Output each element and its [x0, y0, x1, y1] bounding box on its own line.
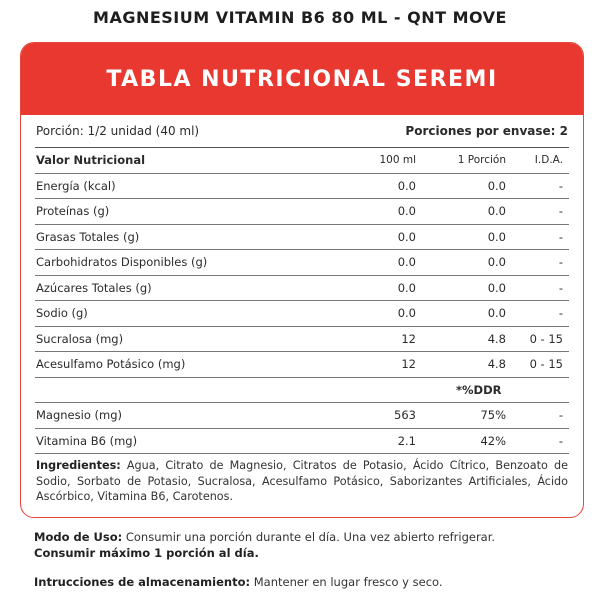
table-row	[35, 174, 569, 200]
value-portion: 0.0	[487, 204, 506, 219]
usage-section	[34, 529, 574, 561]
ingredients-label: Ingredientes:	[36, 459, 121, 472]
value-100ml: 563	[394, 408, 416, 423]
value-ddr: 42%	[480, 433, 506, 448]
nutrient-name: Grasas Totales (g)	[36, 229, 140, 244]
usage-text: Consumir una porción durante el día. Una vez abierto refrigerar.	[122, 530, 496, 544]
portion-text: Porción: 1/2 unidad (40 ml)	[36, 124, 200, 138]
value-100ml: 0.0	[397, 204, 416, 219]
value-portion: 0.0	[487, 229, 506, 244]
value-ida: -	[558, 204, 563, 219]
value-ida: 0 - 15	[529, 357, 563, 372]
value-100ml: 0.0	[397, 229, 416, 244]
nutrient-name: Carbohidratos Disponibles (g)	[36, 255, 208, 270]
value-ida: -	[558, 306, 563, 321]
nutrient-name: Magnesio (mg)	[36, 408, 122, 423]
value-ida: -	[558, 408, 563, 423]
ingredients-text	[21, 454, 583, 505]
nutrition-table	[21, 115, 583, 454]
value-ida: -	[558, 255, 563, 270]
value-100ml: 2.1	[397, 433, 416, 448]
value-100ml: 12	[401, 357, 416, 372]
value-100ml: 0.0	[397, 255, 416, 270]
value-ida: -	[558, 178, 563, 193]
ddr-header-row	[35, 378, 569, 404]
table-row	[35, 199, 569, 225]
storage-section	[34, 575, 574, 589]
table-row	[35, 225, 569, 251]
table-row	[35, 327, 569, 353]
value-portion: 4.8	[487, 357, 506, 372]
value-100ml: 0.0	[397, 178, 416, 193]
usage-label: Modo de Uso:	[34, 530, 123, 544]
value-ida: -	[558, 433, 563, 448]
value-100ml: 0.0	[397, 280, 416, 295]
ddr-label: *%DDR	[456, 382, 502, 397]
header-portion: 1 Porción	[457, 154, 506, 167]
value-portion: 0.0	[487, 280, 506, 295]
value-portion: 0.0	[487, 178, 506, 193]
nutrient-name: Acesulfamo Potásico (mg)	[36, 357, 186, 372]
table-row	[35, 403, 569, 429]
table-row	[35, 250, 569, 276]
nutrient-name: Energía (kcal)	[36, 178, 116, 193]
header-100ml: 100 ml	[379, 154, 416, 167]
per-package-text: Porciones por envase: 2	[405, 124, 568, 138]
value-portion: 4.8	[487, 331, 506, 346]
card-title: TABLA NUTRICIONAL SEREMI	[21, 43, 583, 115]
value-ddr: 75%	[480, 408, 506, 423]
page-title: MAGNESIUM VITAMIN B6 80 ML - QNT MOVE	[93, 8, 507, 27]
table-row	[35, 352, 569, 378]
nutrient-name: Sucralosa (mg)	[36, 331, 124, 346]
nutrient-name: Azúcares Totales (g)	[36, 280, 152, 295]
header-ida: I.D.A.	[534, 154, 563, 167]
nutrient-name: Sodio (g)	[36, 306, 88, 321]
nutrient-name: Vitamina B6 (mg)	[36, 433, 138, 448]
table-row	[35, 301, 569, 327]
serving-row	[35, 115, 569, 148]
table-row	[35, 429, 569, 455]
storage-label: Intrucciones de almacenamiento:	[34, 575, 251, 589]
value-ida: -	[558, 229, 563, 244]
header-name: Valor Nutricional	[36, 153, 146, 168]
table-header-row	[35, 148, 569, 174]
value-100ml: 0.0	[397, 306, 416, 321]
value-ida: -	[558, 280, 563, 295]
usage-line	[34, 529, 574, 545]
value-portion: 0.0	[487, 255, 506, 270]
table-row	[35, 276, 569, 302]
storage-text: Mantener en lugar fresco y seco.	[250, 575, 443, 589]
value-portion: 0.0	[487, 306, 506, 321]
value-ida: 0 - 15	[529, 331, 563, 346]
nutrient-name: Proteínas (g)	[36, 204, 110, 219]
nutrition-card	[20, 42, 584, 518]
usage-limit: Consumir máximo 1 porción al día.	[34, 546, 259, 560]
value-100ml: 12	[401, 331, 416, 346]
ingredients-list: Agua, Citrato de Magnesio, Citratos de Potasio, Ácido Cítrico, Benzoato de Sodio, Sorbato de Potasio, Sucralosa, Acesulfamo Potásico, Saborizantes Artificiales, Ácido Ascórbico, Vitamina B6, Carotenos.	[36, 459, 568, 503]
